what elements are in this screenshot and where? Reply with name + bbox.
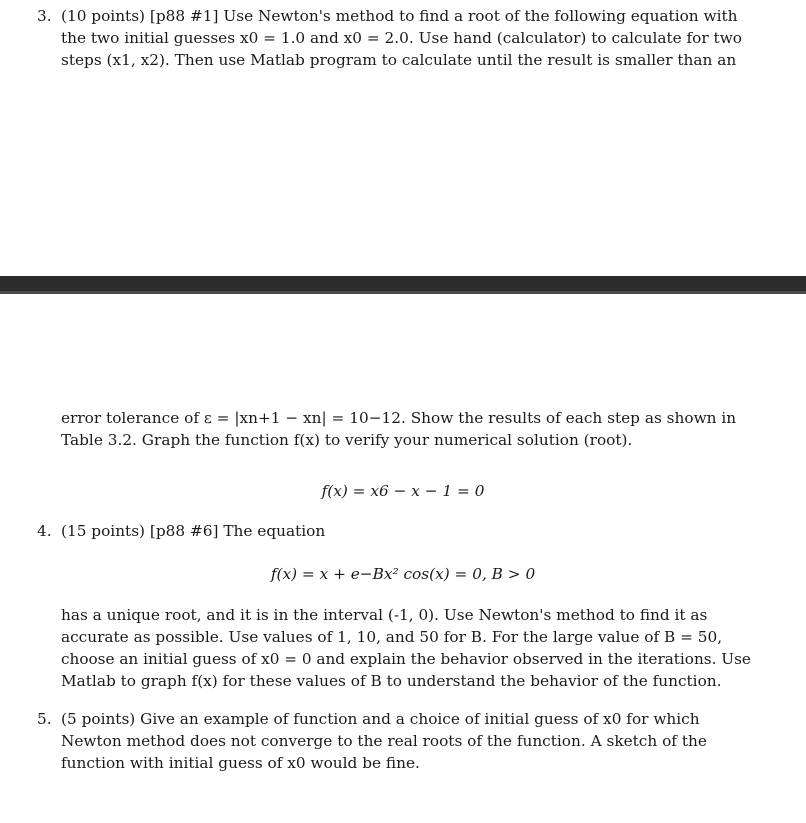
q3-line-1: (10 points) [p88 #1] Use Newton's method to find a root of the following equation with: [61, 7, 738, 25]
q5-line-2: Newton method does not converge to the real roots of the function. A sketch of the: [61, 732, 707, 750]
q5-line-1: (5 points) Give an example of function and a choice of initial guess of x0 for which: [61, 710, 700, 728]
page-break-bar: [0, 276, 806, 294]
q4-equation: f(x) = x + e−Bx² cos(x) = 0, B > 0: [270, 565, 536, 583]
q3-line-3: steps (x1, x2). Then use Matlab program to calculate until the result is smaller than an: [61, 51, 737, 69]
q3-equation: f(x) = x6 − x − 1 = 0: [321, 482, 485, 500]
q4-line-1: (15 points) [p88 #6] The equation: [61, 522, 326, 540]
q4-line-5: Matlab to graph f(x) for these values of B to understand the behavior of the function.: [61, 672, 722, 690]
q5-number: 5.: [37, 710, 52, 728]
q4-line-4: choose an initial guess of x0 = 0 and explain the behavior observed in the iterations. Use: [61, 650, 751, 668]
q3-line-4: error tolerance of ε = |xn+1 − xn| = 10−12. Show the results of each step as shown in: [61, 409, 737, 427]
q4-line-2: has a unique root, and it is in the interval (-1, 0). Use Newton's method to find it as: [61, 606, 708, 624]
q3-line-5: Table 3.2. Graph the function f(x) to verify your numerical solution (root).: [61, 431, 633, 449]
q5-line-3: function with initial guess of x0 would be fine.: [61, 754, 420, 772]
q3-line-2: the two initial guesses x0 = 1.0 and x0 = 2.0. Use hand (calculator) to calculate for two: [61, 29, 743, 47]
q3-number: 3.: [37, 7, 52, 25]
q4-line-3: accurate as possible. Use values of 1, 10, and 50 for B. For the large value of B = 50,: [61, 628, 723, 646]
q4-number: 4.: [37, 522, 52, 540]
